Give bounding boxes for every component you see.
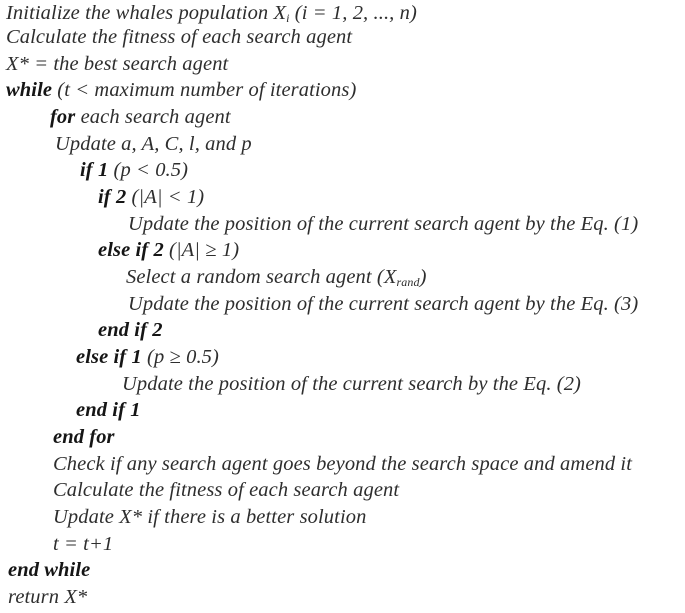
keyword: end if 2 bbox=[98, 319, 163, 341]
pseudocode-line bbox=[53, 451, 632, 477]
statement-text: each search agent bbox=[75, 106, 231, 128]
pseudocode-line bbox=[128, 211, 638, 237]
pseudocode-line bbox=[76, 344, 219, 370]
statement-text: X* = the best search agent bbox=[6, 53, 229, 75]
statement-text: (p ≥ 0.5) bbox=[141, 346, 219, 368]
statement-text: (|A| ≥ 1) bbox=[163, 239, 240, 261]
statement-tail: (i = 1, 2, ..., n) bbox=[289, 2, 417, 24]
keyword: end if 1 bbox=[76, 399, 141, 421]
statement-text: Calculate the fitness of each search agent bbox=[6, 26, 353, 48]
statement-text: t = t+1 bbox=[53, 533, 114, 555]
pseudocode-line bbox=[6, 51, 228, 77]
keyword: if 2 bbox=[98, 186, 127, 208]
keyword: end while bbox=[8, 559, 91, 581]
statement-text: Update the position of the current search agent by the Eq. (1) bbox=[128, 213, 639, 235]
pseudocode-line bbox=[50, 104, 231, 130]
subscript: rand bbox=[396, 275, 420, 289]
pseudocode-line bbox=[122, 371, 581, 397]
statement-text: Update a, A, C, l, and p bbox=[55, 133, 252, 155]
statement-text: Initialize the whales population X bbox=[6, 2, 287, 24]
statement-text: Calculate the fitness of each search agent bbox=[53, 479, 400, 501]
subscript: i bbox=[286, 11, 290, 25]
statement-text: (t < maximum number of iterations) bbox=[52, 79, 357, 101]
pseudocode-line bbox=[53, 424, 115, 450]
pseudocode-line bbox=[8, 557, 90, 583]
pseudocode-line bbox=[98, 237, 239, 263]
keyword: else if 2 bbox=[98, 239, 164, 261]
pseudocode-line bbox=[126, 264, 427, 290]
statement-text: Update the position of the current search by the Eq. (2) bbox=[122, 373, 581, 395]
pseudocode-line bbox=[53, 504, 366, 530]
pseudocode-line bbox=[6, 24, 352, 50]
keyword: for bbox=[50, 106, 76, 128]
pseudocode-line bbox=[8, 584, 87, 610]
keyword: else if 1 bbox=[76, 346, 142, 368]
statement-tail: ) bbox=[419, 266, 427, 288]
pseudocode-line bbox=[53, 477, 399, 503]
pseudocode-line bbox=[80, 157, 188, 183]
pseudocode-line bbox=[76, 397, 141, 423]
keyword: if 1 bbox=[80, 159, 109, 181]
pseudocode-line bbox=[98, 184, 204, 210]
keyword: while bbox=[6, 79, 53, 101]
pseudocode-line bbox=[55, 131, 252, 157]
statement-text: Check if any search agent goes beyond the search space and amend it bbox=[53, 453, 633, 475]
pseudocode-line bbox=[6, 0, 417, 26]
statement-text: Update X* if there is a better solution bbox=[53, 506, 367, 528]
statement-text: Update the position of the current search agent by the Eq. (3) bbox=[128, 293, 639, 315]
statement-text: (|A| < 1) bbox=[126, 186, 205, 208]
statement-text: (p < 0.5) bbox=[108, 159, 189, 181]
statement-text: Select a random search agent (X bbox=[126, 266, 397, 288]
pseudocode-line bbox=[98, 317, 163, 343]
pseudocode-line bbox=[128, 291, 638, 317]
pseudocode-line bbox=[53, 531, 113, 557]
statement-text: return X* bbox=[8, 586, 88, 608]
keyword: end for bbox=[53, 426, 115, 448]
pseudocode-line bbox=[6, 77, 356, 103]
